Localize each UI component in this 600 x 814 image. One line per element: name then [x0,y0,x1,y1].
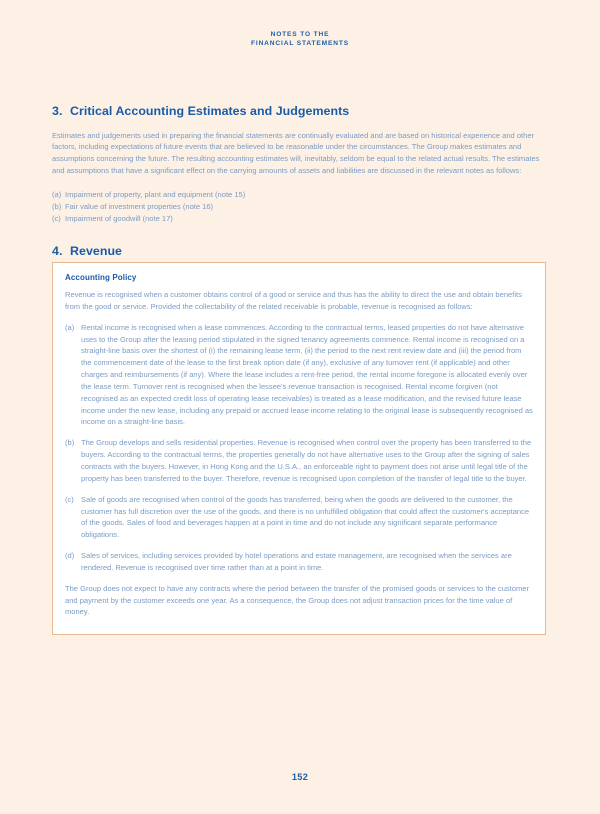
running-header-line-1: NOTES TO THE [270,31,330,38]
list-item [52,213,548,225]
section-heading-critical-accounting [52,104,349,118]
list-item [65,550,533,574]
list-item-text: The Group develops and sells residential properties. Revenue is recognised when control over the property has been transferred to the buyers. According to the contractual terms, the properties generally do not have alternative uses to the Group after the signing of sales contracts with the buyers. However, in Hong Kong and the U.S.A., an enforceable right to payment does not arise until legal title of the property has been transferred to the buyer. Therefore, revenue is recognised upon completion of the transfer of legal title to the buyer. [81,438,532,483]
list-item [52,201,548,213]
list-item-text: Sales of services, including services provided by hotel operations and estate management, are recognised when the services are rendered. Revenue is recognised over time rather than at a point in time. [81,551,512,572]
page-number: 152 [291,772,309,782]
list-item-marker: (b) [65,438,75,448]
section-number: 3. [52,104,63,118]
list-item-text: Impairment of goodwill (note 17) [65,213,173,223]
list-item [52,189,548,201]
accounting-policy-list [65,322,533,574]
section-heading-revenue [52,244,122,258]
list-item-marker: (d) [65,551,75,561]
section-title: Critical Accounting Estimates and Judgements [70,104,350,118]
accounting-policy-closing: The Group does not expect to have any contracts where the period between the transfer of the promised goods or services to the customer and payment by the customer exceeds one year. As a consequence, the Group does not adjust transaction prices for the time value of money. [65,583,529,617]
list-item-marker: (b) [52,201,62,211]
critical-accounting-paragraph: Estimates and judgements used in preparing the financial statements are continually evaluated and are based on historical experience and other factors, including expectations of future events that are believed to be reasonable under the circumstances. The Group makes estimates and assumptions concerning the future. The resulting accounting estimates will, inevitably, seldom be equal to the related actual results. The estimates and assumptions that have a significant effect on the carrying amounts of assets and liabilities are discussed in the relevant notes as follows: [52,130,540,176]
running-header [0,30,600,49]
list-item-marker: (c) [52,213,61,223]
running-header-line-2: FINANCIAL STATEMENTS [251,40,349,48]
list-item-text: Impairment of property, plant and equipment (note 15) [65,190,246,199]
list-item-marker: (a) [52,190,62,199]
list-item-marker: (a) [65,322,75,332]
section-title: Revenue [70,244,122,258]
accounting-policy-title: Accounting Policy [65,273,137,282]
list-item [65,494,533,541]
section-number: 4. [52,244,63,258]
list-item [65,437,533,484]
list-item [65,322,533,429]
list-item-text: Sale of goods are recognised when control of the goods has transferred, being when the goods are delivered to the customer, the customer has full discretion over the use of the goods, and there is no unfulfilled obligation that could affect the customer's acceptance of the goods. Sales of food and beverages happen at a point in time and do not include any significant separate performance obligations. [81,494,530,540]
accounting-policy-box [52,262,546,635]
list-item-marker: (c) [65,494,74,504]
list-item-text: Fair value of investment properties (note 16) [65,201,214,211]
list-item-text: Rental income is recognised when a lease commences. According to the contractual terms, leased properties do not have alternative uses to the Group after the leasing period stipulated in the signed tenancy agreements commence. Rental income is recognised on a straight-line basis over the shortest of (i) the remaining lease term, (ii) the period to the next rent review date and (iii) the period from the commencement date of the lease to the first break option date (if any), exclusive of any turnover rent (if applicable) and other charges and reimbursements (if any). Where the lease includes a rent-free period, the rental income foregone is allocated evenly over the lease term. Turnover rent is recognised when the lessee's revenue transaction is recognised. Rental income forgiven (not recognised as an expected credit loss of operating lease receivables) is treated as a lease modification, and the revised future lease income under the new lease, including any prepaid or accrued lease income relating to the original lease is subsequently recognised as income on a straight-line basis. [81,322,533,427]
accounting-policy-intro: Revenue is recognised when a customer obtains control of a good or service and thus has the ability to direct the use and obtain benefits from the good or service. Provided the collectability of the related receivable is probable, revenue is recognised as follows: [65,290,522,311]
critical-accounting-list [52,189,548,225]
